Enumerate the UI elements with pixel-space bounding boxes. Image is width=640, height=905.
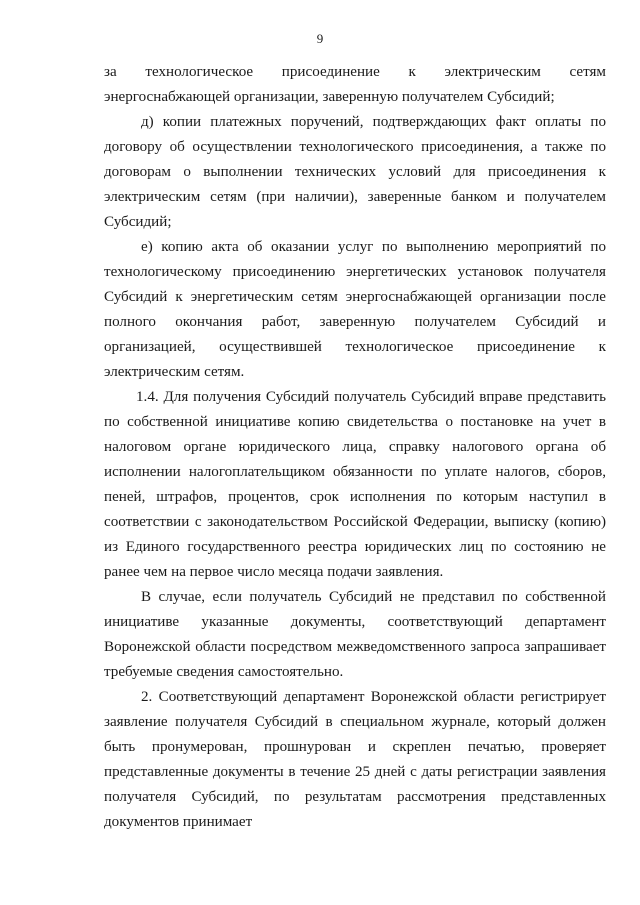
paragraph-2: 2. Соответствующий департамент Воронежской области регистрирует заявление получателя Субсидий в специальном журнале, который должен быть пронумерован, прошнурован и скреплен печатью, проверяет представленные документы в течение 25 дней с даты регистрации заявления получателя Субсидий, по результатам рассмотрения представленных документов принимает — [104, 689, 606, 830]
paragraph-item-e: е) копию акта об оказании услуг по выполнению мероприятий по технологическому присоединению энергетических установок получателя Субсидий к энергетическим сетям энергоснабжающей организации после полного окончания работ, заверенную получателем Субсидий и организацией, осуществившей технологическое присоединение к электрическим сетям. — [104, 239, 606, 380]
document-body — [104, 60, 606, 835]
paragraph-continuation: за технологическое присоединение к электрическим сетям энергоснабжающей организации, заверенную получателем Субсидий; — [104, 64, 606, 105]
paragraph-case: В случае, если получатель Субсидий не представил по собственной инициативе указанные документы, соответствующий департамент Воронежской области посредством межведомственного запроса запрашивает требуемые сведения самостоятельно. — [104, 589, 606, 680]
paragraph-1-4: 1.4. Для получения Субсидий получатель Субсидий вправе представить по собственной инициативе копию свидетельства о постановке на учет в налоговом органе юридического лица, справку налогового органа об исполнении налогоплательщиком обязанности по уплате налогов, сборов, пеней, штрафов, процентов, срок исполнения по которым наступил в соответствии с законодательством Российской Федерации, выписку (копию) из Единого государственного реестра юридических лиц по состоянию не ранее чем на первое число месяца подачи заявления. — [104, 389, 606, 580]
page-number: 9 — [316, 31, 324, 46]
paragraph-item-d: д) копии платежных поручений, подтверждающих факт оплаты по договору об осуществлении технологического присоединения, а также по договорам о выполнении технических условий для присоединения к электрическим сетям (при наличии), заверенные банком и получателем Субсидий; — [104, 114, 606, 230]
